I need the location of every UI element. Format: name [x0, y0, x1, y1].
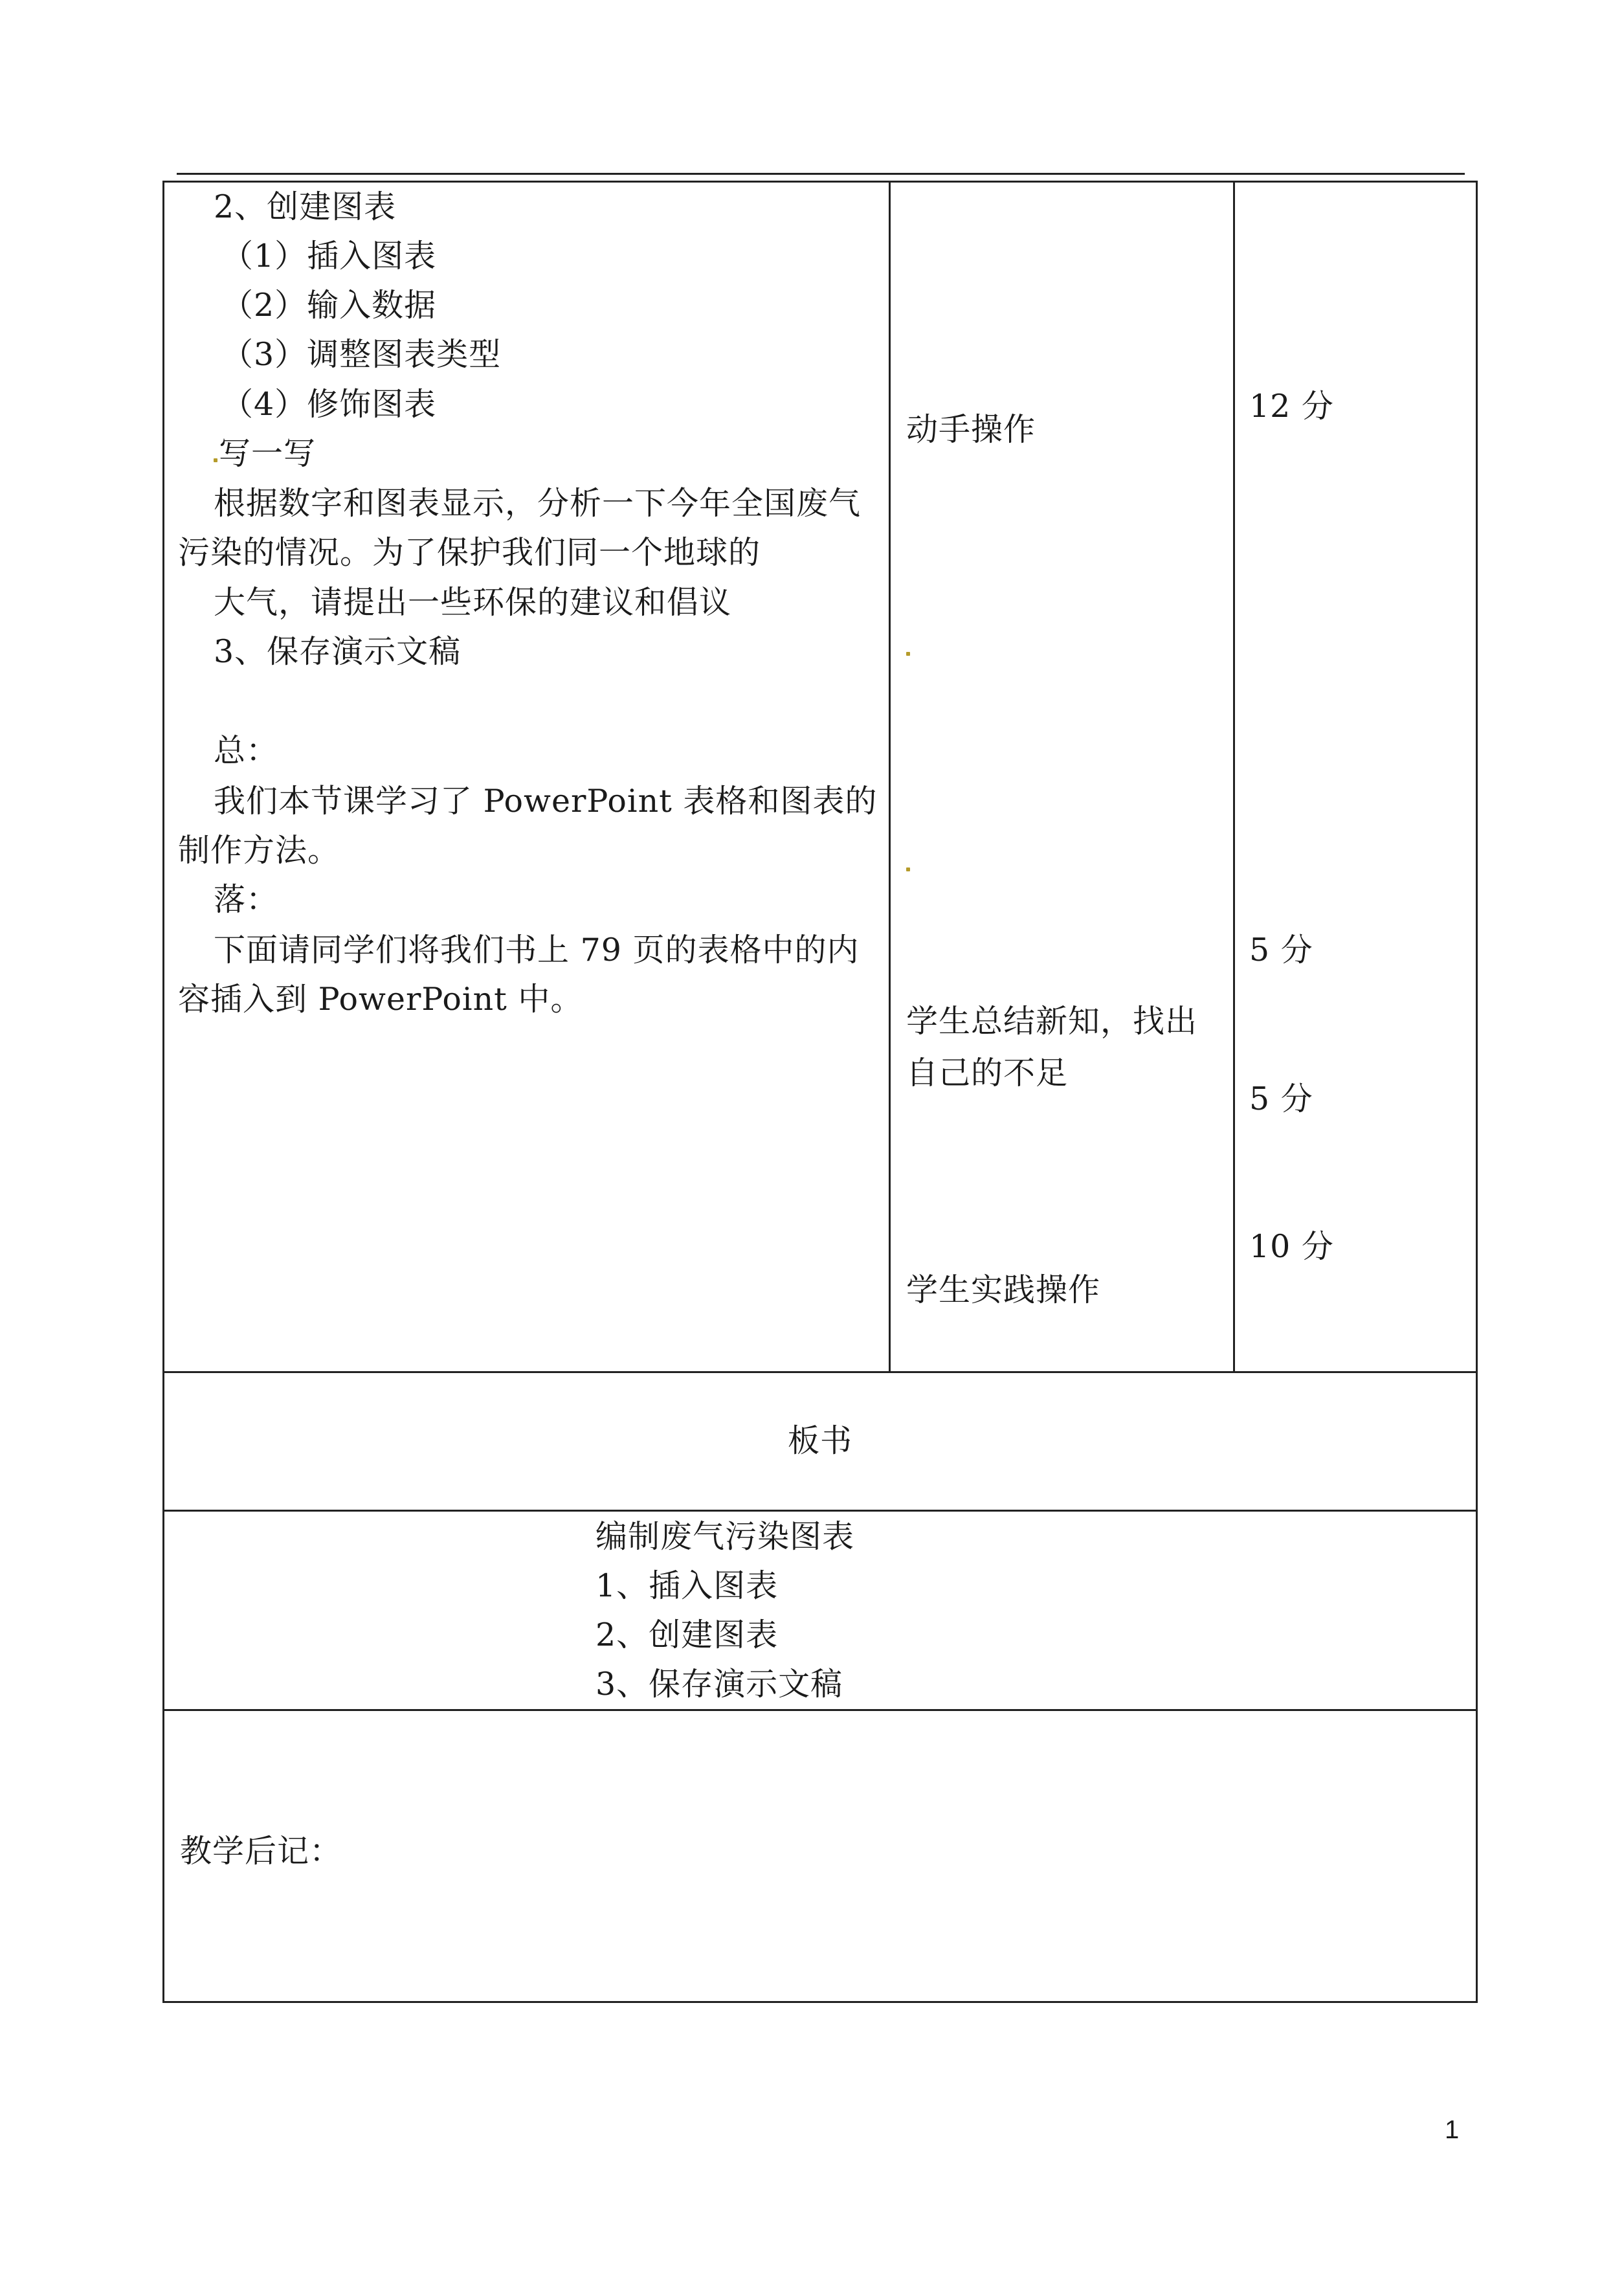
analysis-line-2: 污染的情况。为了保护我们同一个地球的: [178, 534, 761, 571]
activity-summary-1: 学生总结新知，找出: [906, 1003, 1198, 1040]
activity-summary-2: 自己的不足: [906, 1055, 1069, 1091]
practice-line-1: 下面请同学们将我们书上 79 页的表格中的内: [214, 932, 860, 968]
write-heading: 写一写: [219, 435, 317, 472]
table-divider-col1: [889, 181, 891, 1371]
dot-marker: [906, 867, 910, 871]
board-line-2: 2、创建图表: [595, 1616, 779, 1653]
page-number: 1: [1445, 2116, 1460, 2144]
table-border-right: [1476, 181, 1478, 2003]
practice-label: 落：: [214, 881, 279, 918]
table-row-divider-2: [162, 1510, 1478, 1512]
summary-line-1: 我们本节课学习了 PowerPoint 表格和图表的: [214, 783, 878, 820]
time-5a: 5 分: [1249, 932, 1313, 968]
teaching-notes-label: 教学后记：: [180, 1833, 342, 1870]
board-heading: 板书: [788, 1422, 853, 1459]
summary-line-2: 制作方法。: [178, 832, 340, 869]
analysis-line-1: 根据数字和图表显示，分析一下今年全国废气: [214, 485, 862, 522]
substep-insert-chart: （1）插入图表: [221, 238, 437, 274]
header-rule: [177, 173, 1465, 175]
analysis-line-3: 大气，请提出一些环保的建议和倡议: [214, 584, 732, 621]
step-save: 3、保存演示文稿: [214, 633, 462, 670]
activity-hands-on: 动手操作: [906, 411, 1036, 448]
time-10: 10 分: [1249, 1228, 1334, 1265]
table-divider-col2: [1233, 181, 1235, 1371]
substep-decorate-chart: （4）修饰图表: [221, 386, 437, 423]
substep-input-data: （2）输入数据: [221, 287, 437, 324]
table-row-divider-3: [162, 1709, 1478, 1711]
step-create-chart: 2、创建图表: [214, 188, 397, 225]
board-line-1: 1、插入图表: [595, 1567, 779, 1604]
table-row-divider-1: [162, 1371, 1478, 1373]
activity-practice: 学生实践操作: [906, 1271, 1101, 1308]
substep-adjust-type: （3）调整图表类型: [221, 336, 502, 373]
table-border-bottom: [162, 2001, 1478, 2003]
dot-marker: [214, 458, 217, 462]
practice-line-2: 容插入到 PowerPoint 中。: [178, 981, 583, 1018]
table-border-left: [162, 181, 164, 2003]
time-5b: 5 分: [1249, 1080, 1313, 1117]
board-line-title: 编制废气污染图表: [595, 1518, 855, 1555]
summary-label: 总：: [214, 732, 279, 769]
dot-marker: [906, 652, 910, 656]
board-line-3: 3、保存演示文稿: [595, 1666, 843, 1703]
time-12: 12 分: [1249, 388, 1334, 425]
